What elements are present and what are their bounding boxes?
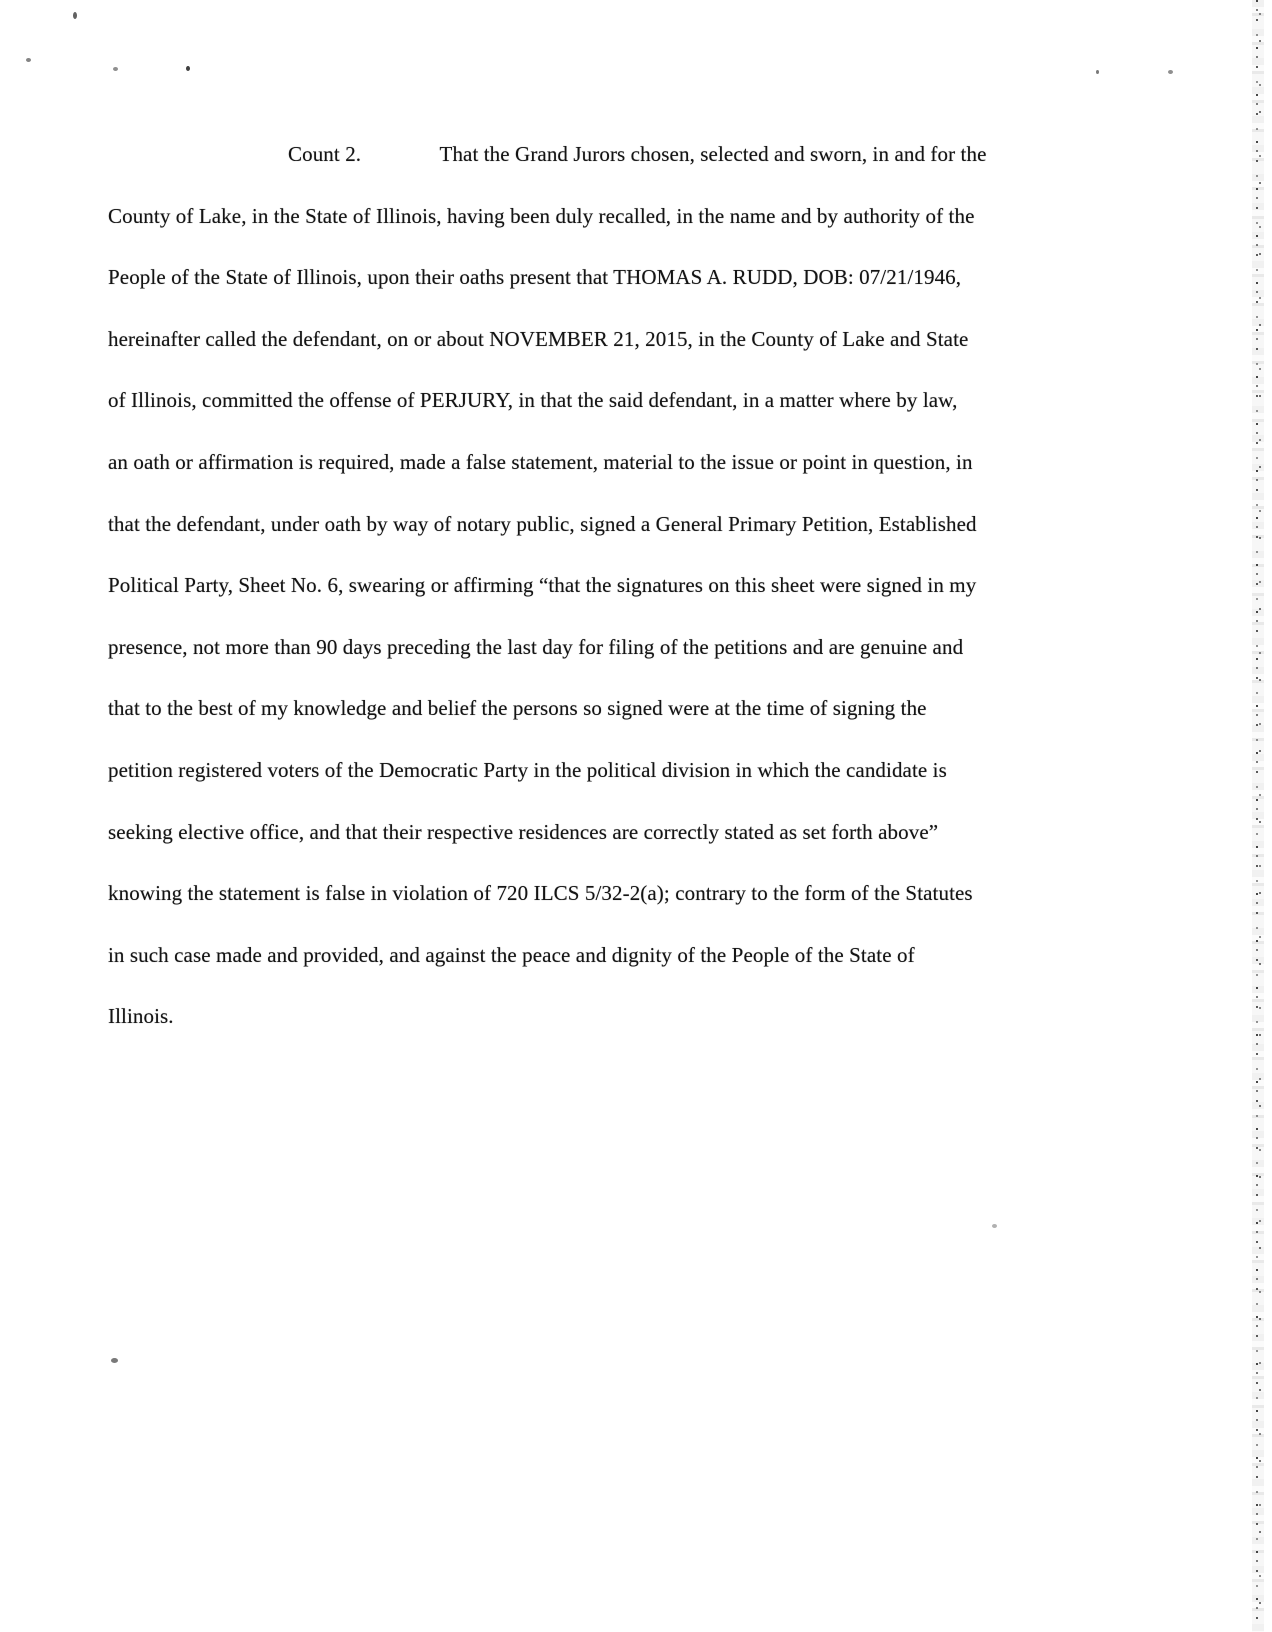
scan-speck xyxy=(186,66,190,71)
count-label: Count 2. xyxy=(288,142,362,166)
scan-speck xyxy=(26,58,31,62)
scan-speck xyxy=(1168,70,1173,74)
body-line: that the defendant, under oath by way of notary public, signed a General Primary Petition, Established xyxy=(108,511,977,536)
indictment-count-2-text xyxy=(108,124,1138,1048)
scan-speck xyxy=(111,1358,118,1363)
count-first-line-text: That the Grand Jurors chosen, selected and sworn, in and for the xyxy=(439,142,987,166)
scan-speck xyxy=(1096,70,1099,74)
body-line: County of Lake, in the State of Illinois, having been duly recalled, in the name and by authority of the xyxy=(108,203,975,228)
body-line: in such case made and provided, and against the peace and dignity of the People of the State of xyxy=(108,942,915,967)
scan-speck xyxy=(992,1224,997,1228)
scan-speck xyxy=(113,67,118,71)
body-line: hereinafter called the defendant, on or about NOVEMBER 21, 2015, in the County of Lake and State xyxy=(108,326,969,351)
body-lines xyxy=(108,186,1138,1048)
body-line: of Illinois, committed the offense of PERJURY, in that the said defendant, in a matter where by law, xyxy=(108,388,958,413)
body-line: petition registered voters of the Democratic Party in the political division in which the candidate is xyxy=(108,757,947,782)
body-line: an oath or affirmation is required, made a false statement, material to the issue or point in question, in xyxy=(108,449,973,474)
body-line: that to the best of my knowledge and belief the persons so signed were at the time of signing the xyxy=(108,696,927,721)
body-line: knowing the statement is false in violation of 720 ILCS 5/32-2(a); contrary to the form of the Statutes xyxy=(108,881,973,906)
body-line: Illinois. xyxy=(108,1004,174,1029)
body-line: People of the State of Illinois, upon their oaths present that THOMAS A. RUDD, DOB: 07/21/1946, xyxy=(108,265,962,290)
body-line: presence, not more than 90 days preceding the last day for filing of the petitions and are genuine and xyxy=(108,634,964,659)
body-line: Political Party, Sheet No. 6, swearing or affirming “that the signatures on this sheet were signed in my xyxy=(108,573,977,598)
body-line: seeking elective office, and that their respective residences are correctly stated as set forth above” xyxy=(108,819,939,844)
scan-speck xyxy=(73,12,77,19)
count-heading-line xyxy=(108,124,1138,186)
scanner-noise-edge-strip xyxy=(1252,0,1264,1632)
